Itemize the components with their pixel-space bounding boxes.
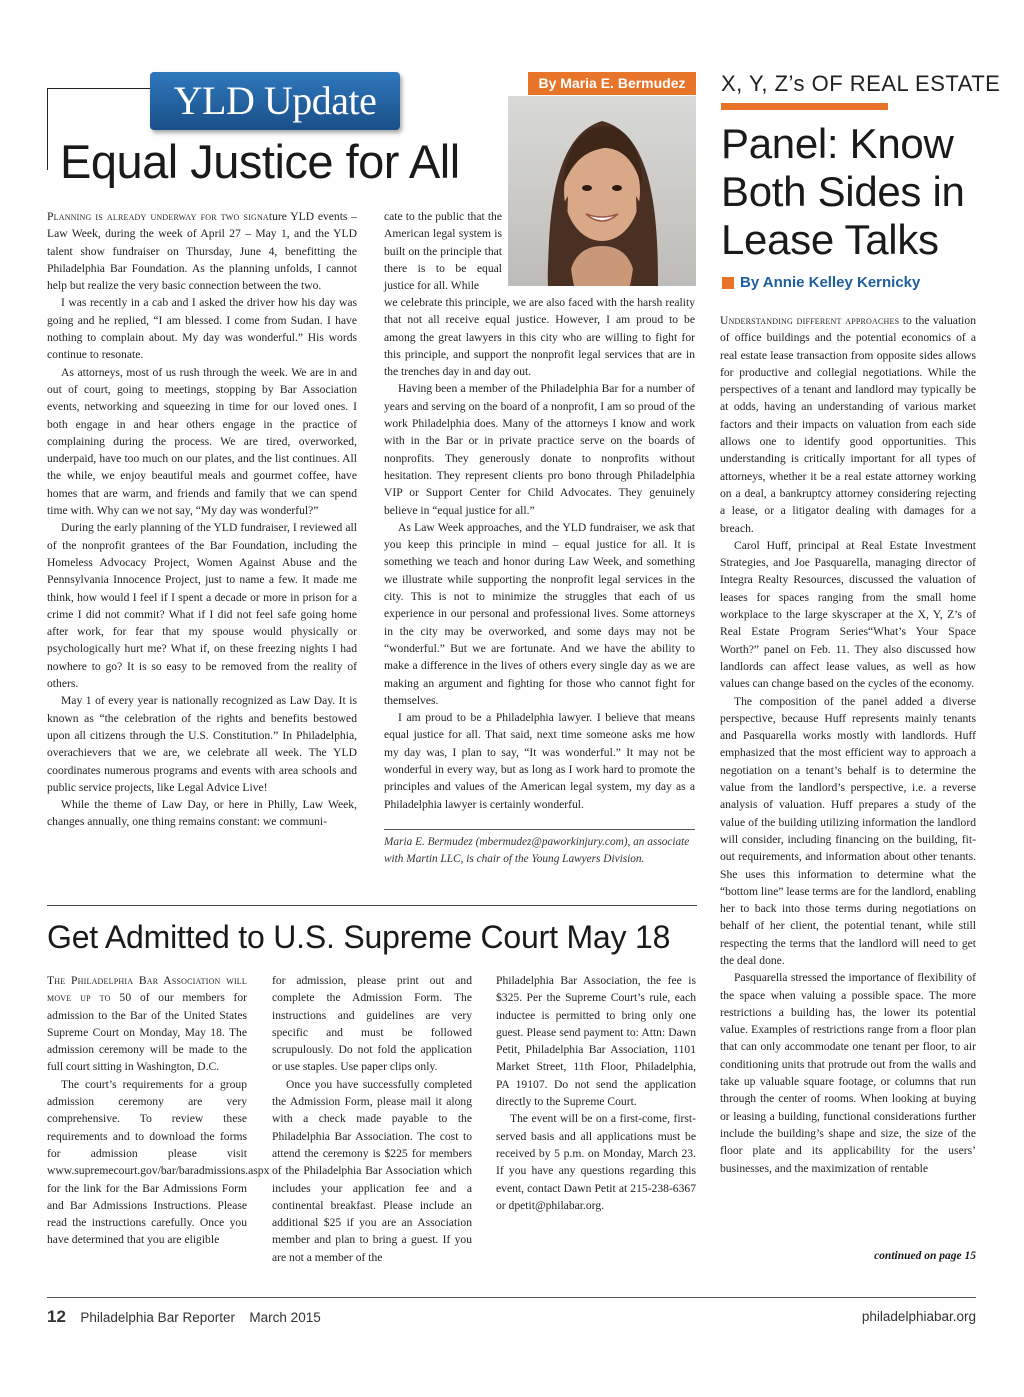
re-paragraph-3: The composition of the panel added a diverse perspective, because Huff represents mainly tenants and Pasquarella works mostly with landlords. Huff emphasized that the most efficient way to approach a negotiation on a tenant’s behalf is to determine the value from the landlord’s perspective, i.e. a reverse analysis of valuation. Huff prepares a study of the value of the building utilizing information the landlord will consider, including financing on the building, fit-out requirements, and information about other tenants. She uses this information to determine what the “bottom line” lease terms are for the landlord, enabling her to back into those terms during negotiations on behalf of her client, the potential tenant, while still respecting the terms that the landlord will need to get the deal done. xyxy=(720,694,976,967)
re-paragraph-1: Understanding different approaches to the valuation of office buildings and the potential economics of a real estate lease transaction from opposite sides allows for productive and collegial negotiations. While the perspectives of a tenant and landlord may typically be at odds, having an understanding of various market factors and their impacts on valuation from each side allows one to identify good opportunities. This understanding is critically important for all types of attorneys, whether it be a real estate attorney working on a deal, a bankruptcy attorney considering rejecting a lease, or a litigator dealing with damages for a breach. xyxy=(720,314,976,535)
supreme-column-1 xyxy=(47,972,270,1249)
headline-line-2: Both Sides in xyxy=(721,168,965,215)
sc-col2-paragraph-1: for admission, please print out and complete the Admission Form. The instructions and guidelines are very specific and must be followed scrupulously. Do not fold the application or use staples. Use paper clips only. xyxy=(272,974,472,1074)
real-estate-headline xyxy=(721,120,1011,264)
yld-col2-paragraph-2: Having been a member of the Philadelphia Bar for a number of years and serving on the board of a nonprofit, I am so proud of the work Philadelphia does. Many of the attorneys I know and work with in the Bar or in private practice serve on the boards of nonprofits. They generously donate to nonprofits without hesitation. They represent clients pro bono through Philadelphia VIP or Support Center for Child Advocates. They genuinely believe in “equal justice for all.” xyxy=(384,382,695,517)
yld-column-2 xyxy=(384,294,695,813)
yld-paragraph-3: As attorneys, most of us rush through the week. We are in and out of court, going to meetings, stopping by Bar Association events, networking and squeezing in time for our loved ones. I both engage in and hear others engage in the practice of complaining during the process. We are tired, overworked, underpaid, have too much on our plates, and the list continues. All the while, we enjoy beautiful meals and gourmet coffee, have homes that are warm, and friends and family that we can spend time with. Why can we not say, “My day was wonderful?” xyxy=(47,365,357,518)
yld-paragraph-2: I was recently in a cab and I asked the driver how his day was going and he replied, “I am blessed. I come from Sudan. I have nothing to complain about. My day was wonderful.” His words continue to resonate. xyxy=(47,296,357,362)
yld-paragraph-4: During the early planning of the YLD fundraiser, I reviewed all of the nonprofit grantees of the Bar Foundation, including the Homeless Advocacy Project, Women Against Abuse and the Pennsylvania Innocence Project, just to name a few. It made me think, how would I feel if I spent a decade or more in prison for a crime I did not commit? What if I did not feel safe going home after work, for fear that my spouse would physically or psychologically hurt me? What if, on these freezing nights I had nowhere to go? It is so easy to be removed from the reality of others. xyxy=(47,521,357,691)
bio-divider xyxy=(384,829,695,830)
author-bio: Maria E. Bermudez (mbermudez@paworkinjury.com), an associate with Martin LLC, is chair of the Young Lawyers Division. xyxy=(384,836,690,865)
yld-byline-bar: By Maria E. Bermudez xyxy=(528,72,696,95)
yld-paragraph-1: Planning is already underway for two signature YLD events – Law Week, during the week of April 27 – May 1, and the YLD talent show fundraiser on Thursday, June 4, benefitting the Philadelphia Bar Foundation. As the planning unfolds, I cannot help but realize the very basic connection between the two. xyxy=(47,210,357,293)
header-corner-line-h xyxy=(47,88,157,89)
series-accent-bar xyxy=(721,103,888,110)
byline-square-icon xyxy=(722,277,734,289)
sc-col1-paragraph-2: The court’s requirements for a group admission ceremony are very comprehensive. To review these requirements and to download the forms for admission please visit www.supremecourt.gov/bar/baradmissions.aspx for the link for the Bar Admissions Form and Bar Admissions Instructions. Please read the instructions carefully. Once you have determined that you are eligible xyxy=(47,1077,270,1247)
yld-col2-wrap-text: cate to the public that the American legal system is built on the principle that there is to be equal justice for all. While xyxy=(384,210,502,293)
issue-date: March 2015 xyxy=(249,1310,321,1325)
real-estate-series-label: X, Y, Z’s OF REAL ESTATE xyxy=(721,71,1001,96)
yld-col2-paragraph-4: I am proud to be a Philadelphia lawyer. I believe that means equal justice for all. That said, next time someone asks me how my day was, I plan to say, “It was wonderful.” It may not be wonderful in every way, but as long as I work hard to promote the principles and values of the American legal system, my day as a Philadelphia lawyer is certainly wonderful. xyxy=(384,711,695,811)
yld-column-2-top xyxy=(384,208,502,294)
footer-left xyxy=(47,1305,321,1329)
publication-name: Philadelphia Bar Reporter xyxy=(80,1310,235,1325)
section-divider xyxy=(47,905,697,906)
supreme-column-2 xyxy=(272,972,472,1266)
supreme-court-headline: Get Admitted to U.S. Supreme Court May 18 xyxy=(47,919,671,955)
page-number: 12 xyxy=(47,1307,66,1326)
headline-line-3: Lease Talks xyxy=(721,216,939,263)
yld-col2-paragraph-1: we celebrate this principle, we are also faced with the harsh reality that not all receive equal justice. However, I am proud to be among the great lawyers in this city who are willing to fight for this principle, and support the nonprofit legal services that are in the trenches day in and day out. xyxy=(384,296,695,379)
sc-col3-paragraph-1: Philadelphia Bar Association, the fee is $325. Per the Supreme Court’s rule, each inductee is permitted to bring only one guest. Please send payment to: Attn: Dawn Petit, Philadelphia Bar Association, 1101 Market Street, 11th Floor, Philadelphia, PA 19107. Do not send the application directly to the Supreme Court. xyxy=(496,974,696,1109)
yld-column-1 xyxy=(47,208,357,831)
website-link[interactable]: philadelphiabar.org xyxy=(861,1309,976,1324)
yld-col2-paragraph-3: As Law Week approaches, and the YLD fundraiser, we ask that you keep this principle in mind – equal justice for all. It is something we teach and honor during Law Week, and something we illustrate while supporting the nonprofit legal services in the city. This is not to minimize the struggles that each of us experience in our personal and professional lives. Some attorneys in the city may be overworked, and some days may not be “wonderful.” But we are fortunate. And we have the ability to make a difference in the lives of others every single day as we are making an argument and fighting for those who cannot fight for themselves. xyxy=(384,520,695,707)
yld-headline: Equal Justice for All xyxy=(60,135,460,188)
sc-col3-paragraph-2: The event will be on a first-come, first-served basis and all applications must be received by 5 p.m. on Monday, March 23. If you have any questions regarding this event, contact Dawn Petit at 215-238-6367 or dpetit@philabar.org. xyxy=(496,1112,696,1212)
supreme-column-3 xyxy=(496,972,696,1214)
author-portrait-illustration xyxy=(508,96,696,286)
re-paragraph-4: Pasquarella stressed the importance of flexibility of the space when valuing a possible space. The more restrictions a building has, the lower its potential value. Examples of restrictions range from a floor plan that can only accommodate one tenant per floor, to air conditioning units that protrude out from the walls and take up valuable square footage, or columns that run through the center of rooms. When looking at buying or leasing a building, functional considerations further include the building’s shape and size, the size of the floor plate and its applicability for the users’ businesses, and the maximization of rentable xyxy=(720,971,976,1175)
sc-col2-paragraph-2: Once you have successfully completed the Admission Form, please mail it along with a check made payable to the Philadelphia Bar Association. The cost to attend the ceremony is $225 for members of the Philadelphia Bar Association which includes your application fee and a continental breakfast. Please include an additional $25 if you are an Association member and plan to bring a guest. If you are not a member of the xyxy=(272,1077,472,1264)
yld-paragraph-5: May 1 of every year is nationally recognized as Law Day. It is known as “the celebration of the rights and benefits bestowed upon all citizens through the U.S. Constitution.” In Philadelphia, overachievers that we are, we celebrate all week. The YLD coordinates numerous programs and events with area schools and public service projects, like Legal Advice Live! xyxy=(47,694,357,794)
sc-col1-paragraph-1: The Philadelphia Bar Association will move up to 50 of our members for admission to the Bar of the United States Supreme Court on Monday, May 18. The admission ceremony will be made to the full court sitting in Washington, D.C. xyxy=(47,974,247,1074)
continued-note: continued on page 15 xyxy=(874,1250,976,1262)
re-paragraph-2: Carol Huff, principal at Real Estate Investment Strategies, and Joe Pasquarella, managing director of Integra Realty Resources, discussed the valuation of leases for spaces ranging from the small home workplace to the large skyscraper at the X, Y, Z’s of Real Estate Program Series“What’s Your Space Worth?” panel on Feb. 11. They also discussed how landlords can affect lease values, as well as how values can change based on the cycles of the economy. xyxy=(720,538,976,691)
footer-rule xyxy=(47,1297,976,1298)
author-photo xyxy=(508,96,696,286)
yld-update-badge: YLD Update xyxy=(150,72,400,130)
yld-paragraph-6: While the theme of Law Day, or here in Philly, Law Week, changes annually, one thing remains constant: we communi- xyxy=(47,798,357,829)
headline-line-1: Panel: Know xyxy=(721,120,954,167)
real-estate-byline: By Annie Kelley Kernicky xyxy=(740,274,921,291)
real-estate-column xyxy=(720,312,976,1177)
header-corner-line-v xyxy=(47,88,48,170)
